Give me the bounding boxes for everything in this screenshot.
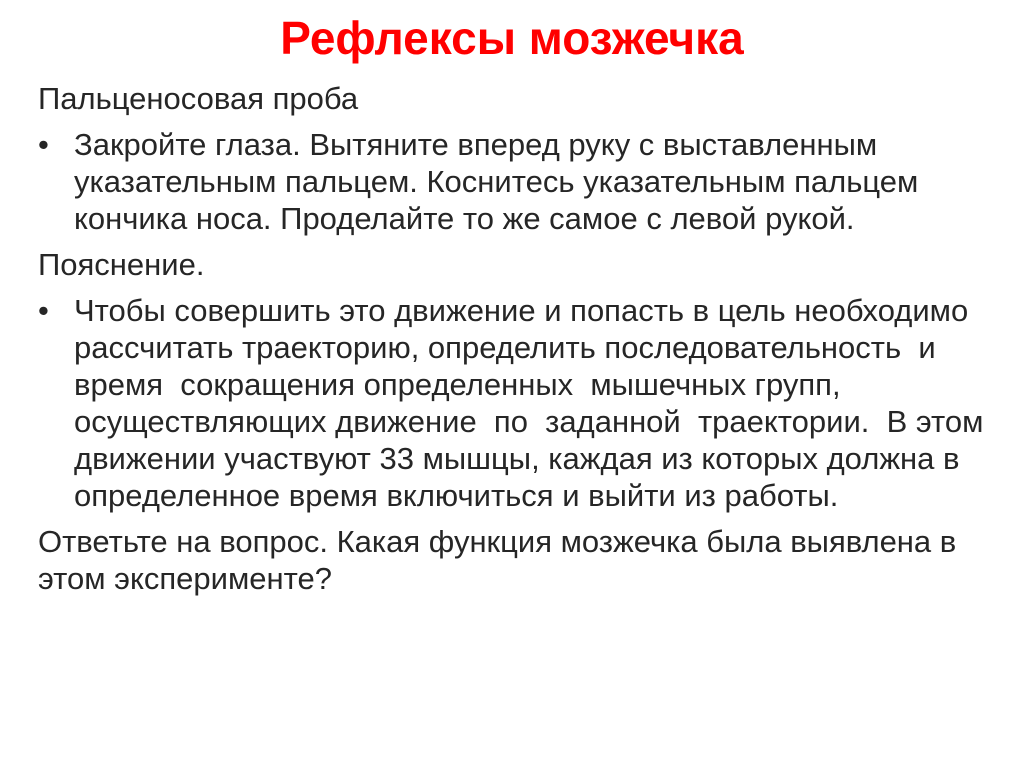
section-heading-finger-nose-test: Пальценосовая проба <box>38 81 359 116</box>
slide-content <box>38 80 993 606</box>
question-text: Ответьте на вопрос. Какая функция мозжечка была выявлена в этом эксперименте? <box>38 524 957 596</box>
slide-title: Рефлексы мозжечка <box>280 12 744 64</box>
bullet-item-explanation <box>38 292 993 514</box>
bullet-icon: • <box>38 293 49 328</box>
instructions-text: Закройте глаза. Вытяните вперед руку с выставленным указательным пальцем. Коснитесь указательным пальцем кончика носа. Проделайте то же самое с левой рукой. <box>74 127 927 236</box>
section-heading-explanation: Пояснение. <box>38 247 205 282</box>
explanation-text: Чтобы совершить это движение и попасть в цель необходимо рассчитать траекторию, определить последовательность и время сокращения определенных мышечных групп, осуществляющих движение по заданной траектории. В этом движении участвуют 33 мышцы, каждая из которых должна в определенное время включиться и выйти из работы. <box>74 293 993 513</box>
bullet-item-instructions <box>38 126 988 237</box>
bullet-icon: • <box>38 127 49 162</box>
